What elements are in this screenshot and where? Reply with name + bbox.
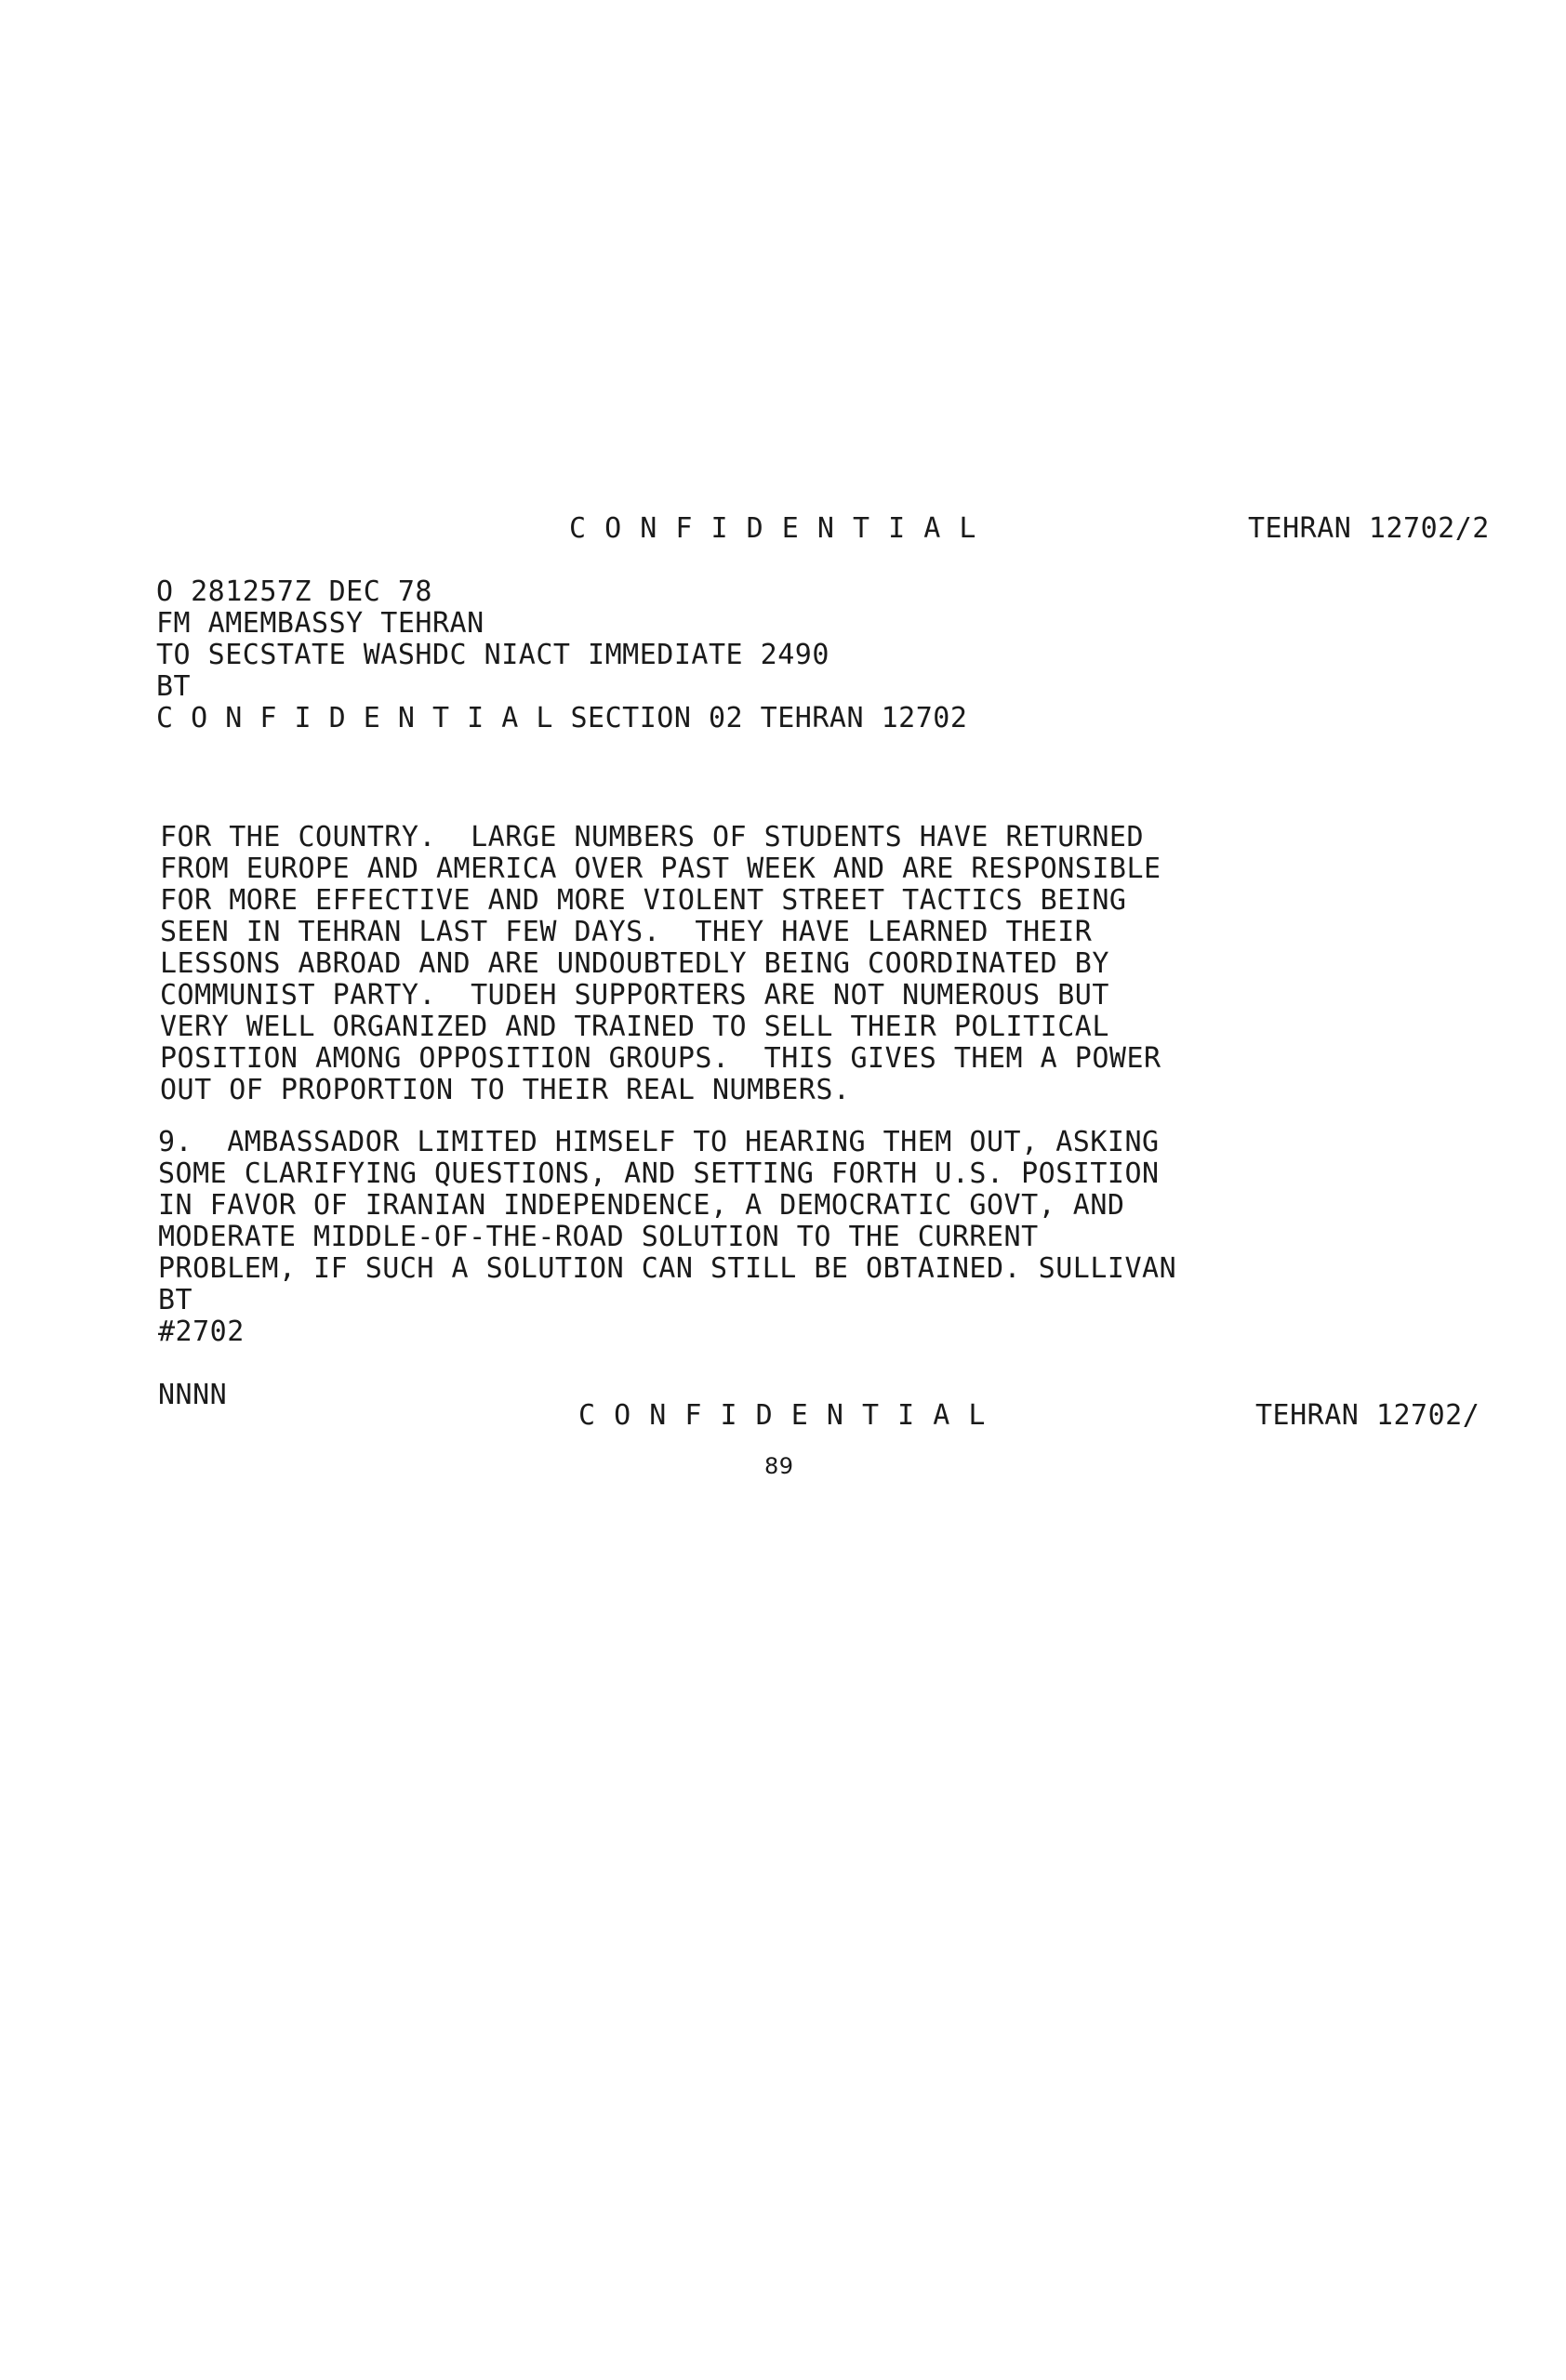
message-break-2: BT	[158, 1284, 193, 1316]
paragraph-2-line: PROBLEM, IF SUCH A SOLUTION CAN STILL BE OBTAINED. SULLIVAN	[158, 1252, 1177, 1285]
message-section-line: C O N F I D E N T I A L SECTION 02 TEHRAN 12702	[156, 702, 968, 734]
paragraph-1-line: COMMUNIST PARTY. TUDEH SUPPORTERS ARE NOT NUMEROUS BUT	[160, 979, 1109, 1012]
message-number: #2702	[158, 1316, 245, 1348]
message-to: TO SECSTATE WASHDC NIACT IMMEDIATE 2490	[156, 639, 829, 671]
paragraph-1-line: POSITION AMONG OPPOSITION GROUPS. THIS GIVES THEM A POWER	[160, 1042, 1161, 1075]
paragraph-1-line: FROM EUROPE AND AMERICA OVER PAST WEEK AND ARE RESPONSIBLE	[160, 853, 1161, 885]
end-of-message-marker: NNNN	[158, 1379, 228, 1411]
footer-reference: TEHRAN 12702/	[1255, 1399, 1480, 1432]
paragraph-1-line: OUT OF PROPORTION TO THEIR REAL NUMBERS.	[160, 1074, 851, 1106]
paragraph-1-line: SEEN IN TEHRAN LAST FEW DAYS. THEY HAVE LEARNED THEIR	[160, 916, 1093, 948]
message-break-1: BT	[156, 670, 192, 703]
message-from: FM AMEMBASSY TEHRAN	[156, 607, 484, 640]
header-reference: TEHRAN 12702/2	[1248, 512, 1490, 545]
paragraph-1-line: LESSONS ABROAD AND ARE UNDOUBTEDLY BEING COORDINATED BY	[160, 947, 1109, 980]
paragraph-2-line: MODERATE MIDDLE-OF-THE-ROAD SOLUTION TO THE CURRENT	[158, 1221, 1039, 1253]
page-number: 89	[764, 1453, 794, 1479]
paragraph-2-line: 9. AMBASSADOR LIMITED HIMSELF TO HEARING THEM OUT, ASKING	[158, 1126, 1160, 1158]
paragraph-1-line: FOR MORE EFFECTIVE AND MORE VIOLENT STREET TACTICS BEING	[160, 884, 1127, 917]
header-classification: C O N F I D E N T I A L	[569, 512, 977, 545]
footer-classification: C O N F I D E N T I A L	[578, 1399, 987, 1432]
paragraph-2-line: SOME CLARIFYING QUESTIONS, AND SETTING FORTH U.S. POSITION	[158, 1157, 1160, 1190]
paragraph-1-line: VERY WELL ORGANIZED AND TRAINED TO SELL THEIR POLITICAL	[160, 1011, 1109, 1043]
paragraph-2-line: IN FAVOR OF IRANIAN INDEPENDENCE, A DEMOCRATIC GOVT, AND	[158, 1189, 1125, 1222]
message-datetime-group: O 281257Z DEC 78	[156, 575, 432, 608]
paragraph-1-line: FOR THE COUNTRY. LARGE NUMBERS OF STUDENTS HAVE RETURNED	[160, 821, 1145, 853]
